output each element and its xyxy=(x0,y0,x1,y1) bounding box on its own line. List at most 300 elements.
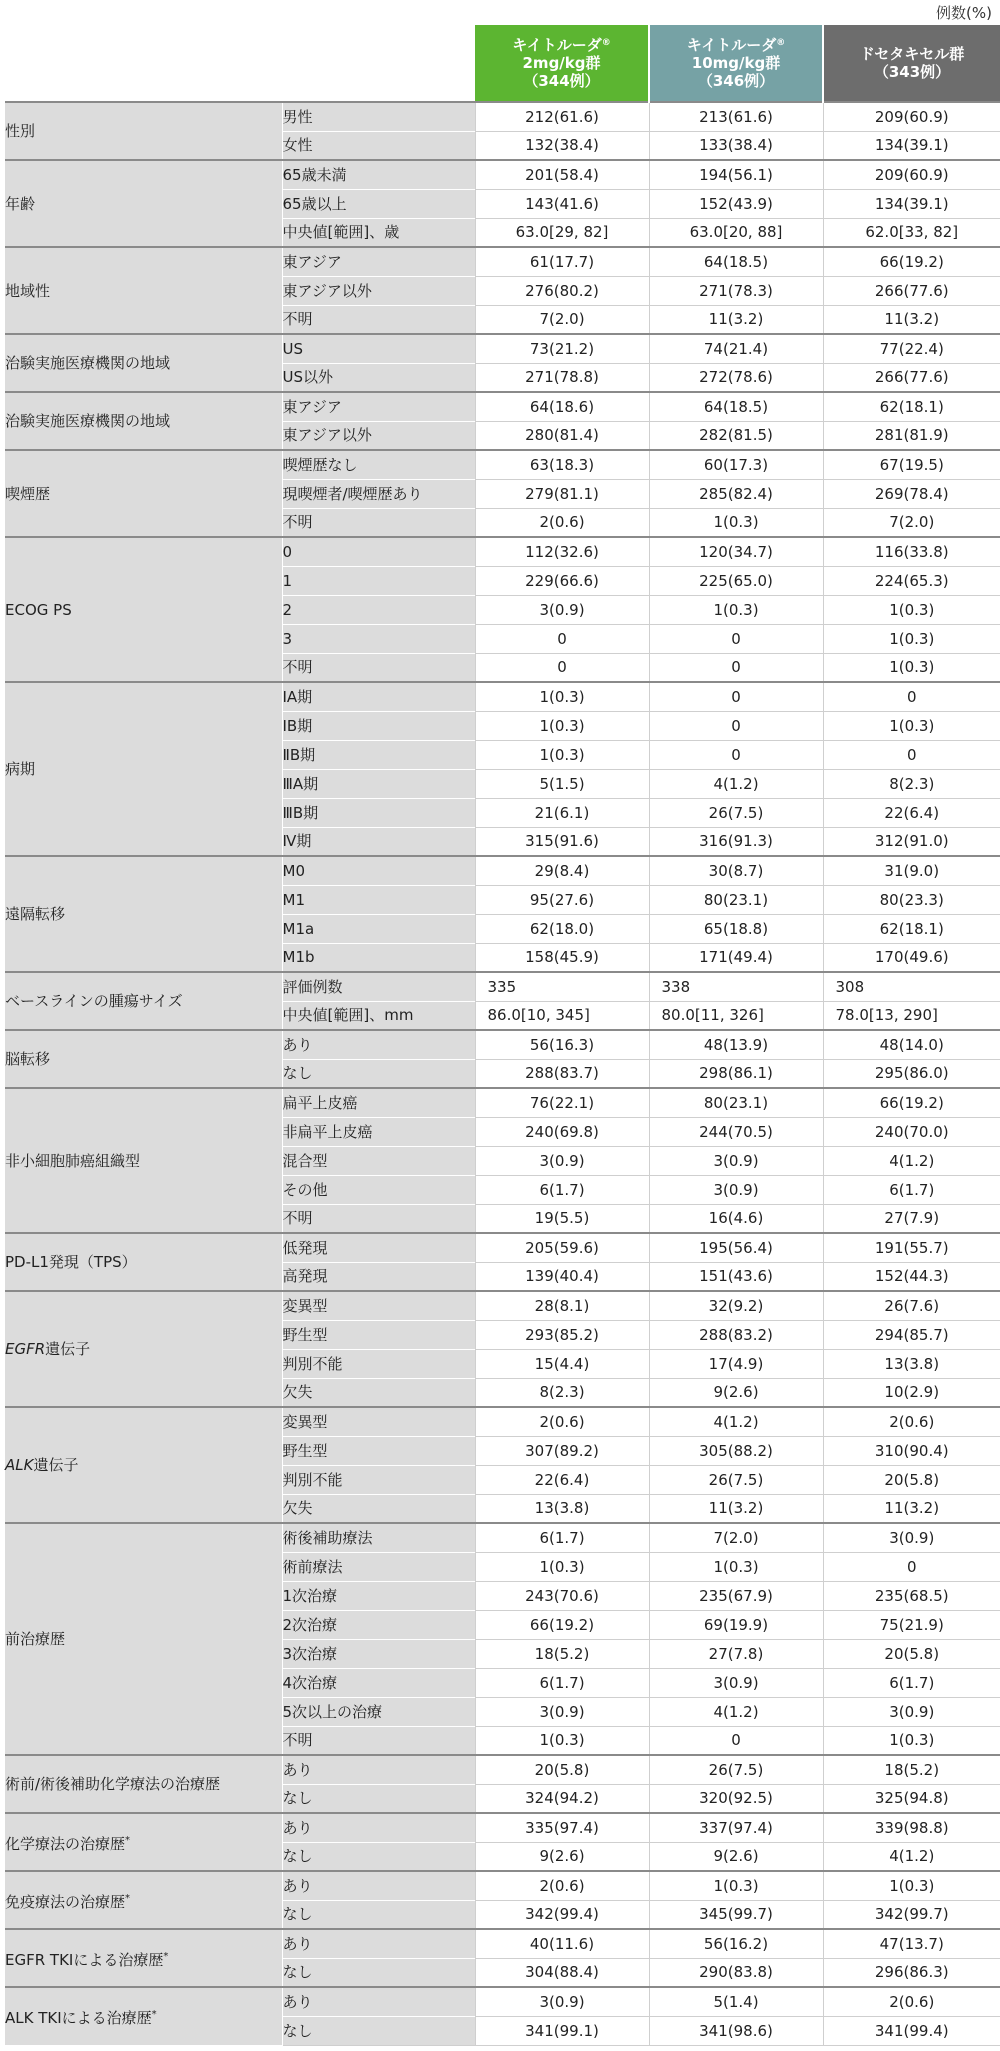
value-cell-keytruda-2mg: 158(45.9) xyxy=(475,943,649,972)
subcategory-label: あり xyxy=(282,1871,475,1900)
value-cell-docetaxel: 13(3.8) xyxy=(823,1349,1000,1378)
value-cell-docetaxel: 312(91.0) xyxy=(823,827,1000,856)
value-cell-keytruda-10mg: 151(43.6) xyxy=(649,1262,823,1291)
category-label: 喫煙歴 xyxy=(5,484,51,503)
value-cell-keytruda-2mg: 1(0.3) xyxy=(475,1552,649,1581)
value-cell-keytruda-10mg: 63.0[20, 88] xyxy=(649,218,823,247)
category-label: 免疫療法の治療歴 xyxy=(5,1892,126,1911)
subcategory-label: なし xyxy=(282,1784,475,1813)
subcategory-label: 2 xyxy=(282,595,475,624)
value-cell-keytruda-2mg: 18(5.2) xyxy=(475,1639,649,1668)
value-cell-keytruda-10mg: 60(17.3) xyxy=(649,450,823,479)
subcategory-label: 欠失 xyxy=(282,1494,475,1523)
subcategory-label: 不明 xyxy=(282,1726,475,1755)
subcategory-label: なし xyxy=(282,1059,475,1088)
value-cell-keytruda-10mg: 7(2.0) xyxy=(649,1523,823,1552)
value-cell-docetaxel: 66(19.2) xyxy=(823,1088,1000,1117)
category-label: ECOG PS xyxy=(5,600,72,619)
value-cell-docetaxel: 6(1.7) xyxy=(823,1668,1000,1697)
value-cell-docetaxel: 78.0[13, 290] xyxy=(823,1001,1000,1030)
value-cell-docetaxel: 6(1.7) xyxy=(823,1175,1000,1204)
value-cell-keytruda-10mg: 11(3.2) xyxy=(649,305,823,334)
value-cell-docetaxel: 3(0.9) xyxy=(823,1697,1000,1726)
category-cell xyxy=(5,1871,282,1929)
category-label: 脳転移 xyxy=(5,1050,51,1068)
value-cell-keytruda-2mg: 8(2.3) xyxy=(475,1378,649,1407)
value-cell-keytruda-2mg: 0 xyxy=(475,653,649,682)
subcategory-label: M1a xyxy=(282,914,475,943)
value-cell-keytruda-10mg: 11(3.2) xyxy=(649,1494,823,1523)
value-cell-docetaxel: 31(9.0) xyxy=(823,856,1000,885)
subcategory-label: なし xyxy=(282,1900,475,1929)
value-cell-keytruda-10mg: 0 xyxy=(649,653,823,682)
value-cell-keytruda-2mg: 341(99.1) xyxy=(475,2016,649,2045)
subcategory-label: 1 xyxy=(282,566,475,595)
subcategory-label: 高発現 xyxy=(282,1262,475,1291)
value-cell-keytruda-10mg: 26(7.5) xyxy=(649,1755,823,1784)
table-row xyxy=(5,1088,1000,1117)
value-cell-keytruda-2mg: 342(99.4) xyxy=(475,1900,649,1929)
value-cell-keytruda-2mg: 229(66.6) xyxy=(475,566,649,595)
value-cell-keytruda-10mg: 4(1.2) xyxy=(649,1407,823,1436)
category-cell xyxy=(5,450,282,537)
value-cell-keytruda-2mg: 19(5.5) xyxy=(475,1204,649,1233)
subcategory-label: ⅡB期 xyxy=(282,740,475,769)
value-cell-keytruda-2mg: 5(1.5) xyxy=(475,769,649,798)
value-cell-keytruda-2mg: 0 xyxy=(475,624,649,653)
category-label: 遠隔転移 xyxy=(5,905,66,923)
value-cell-keytruda-2mg: 28(8.1) xyxy=(475,1291,649,1320)
value-cell-docetaxel: 0 xyxy=(823,682,1000,711)
table-row xyxy=(5,1407,1000,1436)
value-cell-keytruda-2mg: 63.0[29, 82] xyxy=(475,218,649,247)
value-cell-keytruda-10mg: 225(65.0) xyxy=(649,566,823,595)
header-keytruda-2mg-n: （344例） xyxy=(523,72,600,90)
subcategory-label: 変異型 xyxy=(282,1291,475,1320)
value-cell-keytruda-10mg: 298(86.1) xyxy=(649,1059,823,1088)
value-cell-keytruda-10mg: 5(1.4) xyxy=(649,1987,823,2016)
value-cell-keytruda-10mg: 26(7.5) xyxy=(649,1465,823,1494)
value-cell-keytruda-2mg: 1(0.3) xyxy=(475,1726,649,1755)
header-keytruda-10mg xyxy=(649,25,823,102)
value-cell-keytruda-2mg: 201(58.4) xyxy=(475,160,649,189)
value-cell-keytruda-2mg: 9(2.6) xyxy=(475,1842,649,1871)
category-cell xyxy=(5,334,282,392)
value-cell-keytruda-10mg: 3(0.9) xyxy=(649,1146,823,1175)
header-keytruda-10mg-dose: 10mg/kg群 xyxy=(691,54,781,72)
header-docetaxel xyxy=(823,25,1000,102)
table-row xyxy=(5,1291,1000,1320)
value-cell-docetaxel: 48(14.0) xyxy=(823,1030,1000,1059)
category-label-suffix: 遺伝子 xyxy=(33,1456,79,1474)
category-cell xyxy=(5,972,282,1030)
value-cell-keytruda-10mg: 316(91.3) xyxy=(649,827,823,856)
subcategory-label: 4次治療 xyxy=(282,1668,475,1697)
value-cell-keytruda-2mg: 3(0.9) xyxy=(475,1146,649,1175)
value-cell-keytruda-2mg: 86.0[10, 345] xyxy=(475,1001,649,1030)
value-cell-docetaxel: 1(0.3) xyxy=(823,1871,1000,1900)
value-cell-keytruda-2mg: 7(2.0) xyxy=(475,305,649,334)
category-cell xyxy=(5,1291,282,1407)
value-cell-keytruda-10mg: 341(98.6) xyxy=(649,2016,823,2045)
value-cell-docetaxel: 2(0.6) xyxy=(823,1987,1000,2016)
value-cell-keytruda-10mg: 337(97.4) xyxy=(649,1813,823,1842)
value-cell-docetaxel: 209(60.9) xyxy=(823,102,1000,131)
value-cell-keytruda-10mg: 4(1.2) xyxy=(649,1697,823,1726)
value-cell-docetaxel: 341(99.4) xyxy=(823,2016,1000,2045)
value-cell-keytruda-10mg: 4(1.2) xyxy=(649,769,823,798)
value-cell-keytruda-10mg: 152(43.9) xyxy=(649,189,823,218)
value-cell-keytruda-2mg: 66(19.2) xyxy=(475,1610,649,1639)
value-cell-keytruda-2mg: 6(1.7) xyxy=(475,1175,649,1204)
value-cell-keytruda-10mg: 345(99.7) xyxy=(649,1900,823,1929)
value-cell-docetaxel: 11(3.2) xyxy=(823,305,1000,334)
value-cell-keytruda-2mg: 22(6.4) xyxy=(475,1465,649,1494)
header-blank xyxy=(5,25,475,102)
value-cell-keytruda-2mg: 76(22.1) xyxy=(475,1088,649,1117)
value-cell-docetaxel: 3(0.9) xyxy=(823,1523,1000,1552)
value-cell-docetaxel: 77(22.4) xyxy=(823,334,1000,363)
value-cell-keytruda-10mg: 0 xyxy=(649,1726,823,1755)
subcategory-label: あり xyxy=(282,1987,475,2016)
subcategory-label: 不明 xyxy=(282,305,475,334)
value-cell-docetaxel: 62(18.1) xyxy=(823,392,1000,421)
subcategory-label: 欠失 xyxy=(282,1378,475,1407)
header-keytruda-10mg-n: （346例） xyxy=(697,72,775,90)
subcategory-label: 扁平上皮癌 xyxy=(282,1088,475,1117)
value-cell-keytruda-2mg: 243(70.6) xyxy=(475,1581,649,1610)
value-cell-keytruda-10mg: 56(16.2) xyxy=(649,1929,823,1958)
table-row xyxy=(5,1030,1000,1059)
value-cell-docetaxel: 80(23.3) xyxy=(823,885,1000,914)
value-cell-keytruda-2mg: 62(18.0) xyxy=(475,914,649,943)
value-cell-keytruda-2mg: 6(1.7) xyxy=(475,1523,649,1552)
category-cell xyxy=(5,537,282,682)
value-cell-docetaxel: 339(98.8) xyxy=(823,1813,1000,1842)
value-cell-docetaxel: 1(0.3) xyxy=(823,624,1000,653)
value-cell-keytruda-10mg: 213(61.6) xyxy=(649,102,823,131)
value-cell-docetaxel: 266(77.6) xyxy=(823,276,1000,305)
value-cell-keytruda-2mg: 2(0.6) xyxy=(475,1407,649,1436)
value-cell-docetaxel: 224(65.3) xyxy=(823,566,1000,595)
category-cell xyxy=(5,1407,282,1523)
value-cell-docetaxel: 1(0.3) xyxy=(823,653,1000,682)
subcategory-label: その他 xyxy=(282,1175,475,1204)
value-cell-docetaxel: 62.0[33, 82] xyxy=(823,218,1000,247)
value-cell-keytruda-10mg: 64(18.5) xyxy=(649,392,823,421)
value-cell-keytruda-10mg: 3(0.9) xyxy=(649,1175,823,1204)
value-cell-keytruda-10mg: 32(9.2) xyxy=(649,1291,823,1320)
table-row xyxy=(5,247,1000,276)
subcategory-label: Ⅳ期 xyxy=(282,827,475,856)
value-cell-keytruda-2mg: 1(0.3) xyxy=(475,711,649,740)
subcategory-label: 不明 xyxy=(282,653,475,682)
value-cell-docetaxel: 26(7.6) xyxy=(823,1291,1000,1320)
category-cell xyxy=(5,856,282,972)
value-cell-docetaxel: 67(19.5) xyxy=(823,450,1000,479)
value-cell-keytruda-2mg: 6(1.7) xyxy=(475,1668,649,1697)
value-cell-docetaxel: 170(49.6) xyxy=(823,943,1000,972)
value-cell-docetaxel: 235(68.5) xyxy=(823,1581,1000,1610)
value-cell-docetaxel: 325(94.8) xyxy=(823,1784,1000,1813)
value-cell-keytruda-10mg: 0 xyxy=(649,740,823,769)
value-cell-keytruda-2mg: 13(3.8) xyxy=(475,1494,649,1523)
value-cell-docetaxel: 1(0.3) xyxy=(823,711,1000,740)
value-cell-docetaxel: 240(70.0) xyxy=(823,1117,1000,1146)
value-cell-docetaxel: 281(81.9) xyxy=(823,421,1000,450)
value-cell-keytruda-10mg: 9(2.6) xyxy=(649,1378,823,1407)
value-cell-keytruda-2mg: 293(85.2) xyxy=(475,1320,649,1349)
value-cell-keytruda-10mg: 171(49.4) xyxy=(649,943,823,972)
category-cell xyxy=(5,1987,282,2045)
value-cell-keytruda-10mg: 285(82.4) xyxy=(649,479,823,508)
value-cell-docetaxel: 295(86.0) xyxy=(823,1059,1000,1088)
value-cell-keytruda-2mg: 21(6.1) xyxy=(475,798,649,827)
category-label: 性別 xyxy=(5,122,36,140)
value-cell-keytruda-10mg: 0 xyxy=(649,682,823,711)
value-cell-docetaxel: 47(13.7) xyxy=(823,1929,1000,1958)
value-cell-docetaxel: 0 xyxy=(823,1552,1000,1581)
value-cell-keytruda-10mg: 64(18.5) xyxy=(649,247,823,276)
baseline-characteristics-table xyxy=(5,25,1000,2046)
footnote-asterisk: * xyxy=(125,1834,131,1846)
subcategory-label: 東アジア xyxy=(282,247,475,276)
value-cell-keytruda-10mg: 0 xyxy=(649,624,823,653)
value-cell-docetaxel: 20(5.8) xyxy=(823,1465,1000,1494)
value-cell-keytruda-10mg: 120(34.7) xyxy=(649,537,823,566)
value-cell-keytruda-2mg: 280(81.4) xyxy=(475,421,649,450)
category-label: 前治療歴 xyxy=(5,1630,66,1648)
value-cell-keytruda-10mg: 48(13.9) xyxy=(649,1030,823,1059)
subcategory-label: 判別不能 xyxy=(282,1349,475,1378)
value-cell-docetaxel: 116(33.8) xyxy=(823,537,1000,566)
table-row xyxy=(5,334,1000,363)
value-cell-docetaxel: 75(21.9) xyxy=(823,1610,1000,1639)
value-cell-keytruda-10mg: 17(4.9) xyxy=(649,1349,823,1378)
subcategory-label: 65歳以上 xyxy=(282,189,475,218)
subcategory-label: IB期 xyxy=(282,711,475,740)
value-cell-docetaxel: 22(6.4) xyxy=(823,798,1000,827)
table-row xyxy=(5,972,1000,1001)
subcategory-label: 喫煙歴なし xyxy=(282,450,475,479)
value-cell-keytruda-10mg: 305(88.2) xyxy=(649,1436,823,1465)
value-cell-keytruda-2mg: 307(89.2) xyxy=(475,1436,649,1465)
value-cell-keytruda-10mg: 244(70.5) xyxy=(649,1117,823,1146)
category-label: ALK xyxy=(5,1456,34,1474)
value-cell-keytruda-2mg: 56(16.3) xyxy=(475,1030,649,1059)
value-cell-keytruda-2mg: 143(41.6) xyxy=(475,189,649,218)
subcategory-label: あり xyxy=(282,1813,475,1842)
value-cell-keytruda-2mg: 3(0.9) xyxy=(475,1987,649,2016)
value-cell-docetaxel: 308 xyxy=(823,972,1000,1001)
category-label: 非小細胞肺癌組織型 xyxy=(5,1151,141,1170)
value-cell-keytruda-10mg: 235(67.9) xyxy=(649,1581,823,1610)
value-cell-keytruda-2mg: 64(18.6) xyxy=(475,392,649,421)
value-cell-docetaxel: 152(44.3) xyxy=(823,1262,1000,1291)
value-cell-keytruda-2mg: 29(8.4) xyxy=(475,856,649,885)
value-cell-keytruda-2mg: 271(78.8) xyxy=(475,363,649,392)
value-cell-keytruda-2mg: 2(0.6) xyxy=(475,1871,649,1900)
value-cell-docetaxel: 62(18.1) xyxy=(823,914,1000,943)
subcategory-label: 3次治療 xyxy=(282,1639,475,1668)
table-row xyxy=(5,1755,1000,1784)
header-docetaxel-n: （343例） xyxy=(873,63,951,81)
subcategory-label: 3 xyxy=(282,624,475,653)
table-row xyxy=(5,1987,1000,2016)
subcategory-label: 混合型 xyxy=(282,1146,475,1175)
category-cell xyxy=(5,160,282,247)
category-cell xyxy=(5,247,282,334)
unit-label: 例数(%) xyxy=(936,4,992,22)
subcategory-label: 低発現 xyxy=(282,1233,475,1262)
value-cell-keytruda-2mg: 324(94.2) xyxy=(475,1784,649,1813)
value-cell-keytruda-2mg: 1(0.3) xyxy=(475,740,649,769)
value-cell-docetaxel: 342(99.7) xyxy=(823,1900,1000,1929)
subcategory-label: 術後補助療法 xyxy=(282,1523,475,1552)
subcategory-label: M1b xyxy=(282,943,475,972)
value-cell-keytruda-2mg: 212(61.6) xyxy=(475,102,649,131)
category-cell xyxy=(5,1929,282,1987)
subcategory-label: 野生型 xyxy=(282,1436,475,1465)
footnote-asterisk: * xyxy=(163,1950,169,1962)
category-label: EGFR xyxy=(5,1340,46,1358)
category-label: ALK TKIによる治療歴 xyxy=(5,2009,152,2027)
table-row xyxy=(5,1929,1000,1958)
value-cell-docetaxel: 4(1.2) xyxy=(823,1146,1000,1175)
table-row xyxy=(5,682,1000,711)
value-cell-docetaxel: 134(39.1) xyxy=(823,131,1000,160)
subcategory-label: 変異型 xyxy=(282,1407,475,1436)
footnote-asterisk: * xyxy=(151,2009,157,2020)
subcategory-label: 中央値[範囲]、mm xyxy=(282,1001,475,1030)
value-cell-keytruda-2mg: 205(59.6) xyxy=(475,1233,649,1262)
value-cell-keytruda-2mg: 73(21.2) xyxy=(475,334,649,363)
value-cell-keytruda-10mg: 65(18.8) xyxy=(649,914,823,943)
footnote-asterisk: * xyxy=(125,1892,131,1904)
table-row xyxy=(5,1813,1000,1842)
value-cell-keytruda-10mg: 1(0.3) xyxy=(649,1871,823,1900)
table-row xyxy=(5,450,1000,479)
category-cell xyxy=(5,1523,282,1755)
value-cell-keytruda-10mg: 26(7.5) xyxy=(649,798,823,827)
header-keytruda-2mg-name: キイトルーダ xyxy=(512,36,602,54)
subcategory-label: M1 xyxy=(282,885,475,914)
category-cell xyxy=(5,1030,282,1088)
subcategory-label: US以外 xyxy=(282,363,475,392)
value-cell-keytruda-10mg: 9(2.6) xyxy=(649,1842,823,1871)
subcategory-label: あり xyxy=(282,1929,475,1958)
subcategory-label: ⅢA期 xyxy=(282,769,475,798)
category-label: 病期 xyxy=(5,760,36,778)
subcategory-label: 女性 xyxy=(282,131,475,160)
subcategory-label: M0 xyxy=(282,856,475,885)
category-cell xyxy=(5,102,282,160)
table-row xyxy=(5,1871,1000,1900)
value-cell-keytruda-10mg: 80(23.1) xyxy=(649,1088,823,1117)
subcategory-label: 65歳未満 xyxy=(282,160,475,189)
table-row xyxy=(5,102,1000,131)
value-cell-keytruda-10mg: 272(78.6) xyxy=(649,363,823,392)
subcategory-label: 現喫煙者/喫煙歴あり xyxy=(282,479,475,508)
table-body xyxy=(5,102,1000,2045)
table-row xyxy=(5,160,1000,189)
category-label: PD-L1発現（TPS） xyxy=(5,1253,137,1271)
category-cell xyxy=(5,682,282,856)
value-cell-keytruda-2mg: 139(40.4) xyxy=(475,1262,649,1291)
subcategory-label: IA期 xyxy=(282,682,475,711)
value-cell-keytruda-10mg: 27(7.8) xyxy=(649,1639,823,1668)
subcategory-label: 不明 xyxy=(282,508,475,537)
value-cell-keytruda-10mg: 1(0.3) xyxy=(649,508,823,537)
value-cell-docetaxel: 20(5.8) xyxy=(823,1639,1000,1668)
value-cell-docetaxel: 4(1.2) xyxy=(823,1842,1000,1871)
subcategory-label: ⅢB期 xyxy=(282,798,475,827)
category-label-suffix: 遺伝子 xyxy=(45,1340,91,1358)
value-cell-keytruda-2mg: 304(88.4) xyxy=(475,1958,649,1987)
table-header-row xyxy=(5,25,1000,102)
category-label: 治験実施医療機関の地域 xyxy=(5,412,171,430)
category-label: 術前/術後補助化学療法の治療歴 xyxy=(5,1775,221,1793)
header-keytruda-10mg-name: キイトルーダ xyxy=(686,36,777,54)
value-cell-docetaxel: 0 xyxy=(823,740,1000,769)
value-cell-keytruda-2mg: 335 xyxy=(475,972,649,1001)
value-cell-docetaxel: 296(86.3) xyxy=(823,1958,1000,1987)
value-cell-keytruda-10mg: 74(21.4) xyxy=(649,334,823,363)
value-cell-keytruda-10mg: 290(83.8) xyxy=(649,1958,823,1987)
subcategory-label: 東アジア以外 xyxy=(282,276,475,305)
value-cell-keytruda-10mg: 282(81.5) xyxy=(649,421,823,450)
table-row xyxy=(5,1523,1000,1552)
value-cell-keytruda-2mg: 276(80.2) xyxy=(475,276,649,305)
value-cell-docetaxel: 7(2.0) xyxy=(823,508,1000,537)
value-cell-keytruda-10mg: 80(23.1) xyxy=(649,885,823,914)
category-cell xyxy=(5,1088,282,1233)
subcategory-label: 非扁平上皮癌 xyxy=(282,1117,475,1146)
value-cell-docetaxel: 269(78.4) xyxy=(823,479,1000,508)
value-cell-keytruda-10mg: 195(56.4) xyxy=(649,1233,823,1262)
subcategory-label: 判別不能 xyxy=(282,1465,475,1494)
subcategory-label: 2次治療 xyxy=(282,1610,475,1639)
value-cell-keytruda-2mg: 15(4.4) xyxy=(475,1349,649,1378)
value-cell-keytruda-2mg: 288(83.7) xyxy=(475,1059,649,1088)
value-cell-keytruda-2mg: 315(91.6) xyxy=(475,827,649,856)
category-cell xyxy=(5,1233,282,1291)
value-cell-keytruda-2mg: 61(17.7) xyxy=(475,247,649,276)
registered-mark: ® xyxy=(601,38,611,48)
value-cell-keytruda-2mg: 20(5.8) xyxy=(475,1755,649,1784)
value-cell-keytruda-10mg: 271(78.3) xyxy=(649,276,823,305)
value-cell-docetaxel: 134(39.1) xyxy=(823,189,1000,218)
value-cell-docetaxel: 2(0.6) xyxy=(823,1407,1000,1436)
value-cell-docetaxel: 1(0.3) xyxy=(823,595,1000,624)
value-cell-keytruda-2mg: 1(0.3) xyxy=(475,682,649,711)
subcategory-label: 東アジア xyxy=(282,392,475,421)
value-cell-keytruda-2mg: 3(0.9) xyxy=(475,595,649,624)
subcategory-label: 不明 xyxy=(282,1204,475,1233)
value-cell-keytruda-10mg: 320(92.5) xyxy=(649,1784,823,1813)
subcategory-label: 術前療法 xyxy=(282,1552,475,1581)
value-cell-keytruda-2mg: 112(32.6) xyxy=(475,537,649,566)
subcategory-label: 1次治療 xyxy=(282,1581,475,1610)
subcategory-label: なし xyxy=(282,1958,475,1987)
value-cell-keytruda-10mg: 1(0.3) xyxy=(649,1552,823,1581)
value-cell-docetaxel: 310(90.4) xyxy=(823,1436,1000,1465)
value-cell-docetaxel: 209(60.9) xyxy=(823,160,1000,189)
value-cell-keytruda-10mg: 80.0[11, 326] xyxy=(649,1001,823,1030)
value-cell-keytruda-2mg: 2(0.6) xyxy=(475,508,649,537)
subcategory-label: US xyxy=(282,334,475,363)
value-cell-docetaxel: 191(55.7) xyxy=(823,1233,1000,1262)
